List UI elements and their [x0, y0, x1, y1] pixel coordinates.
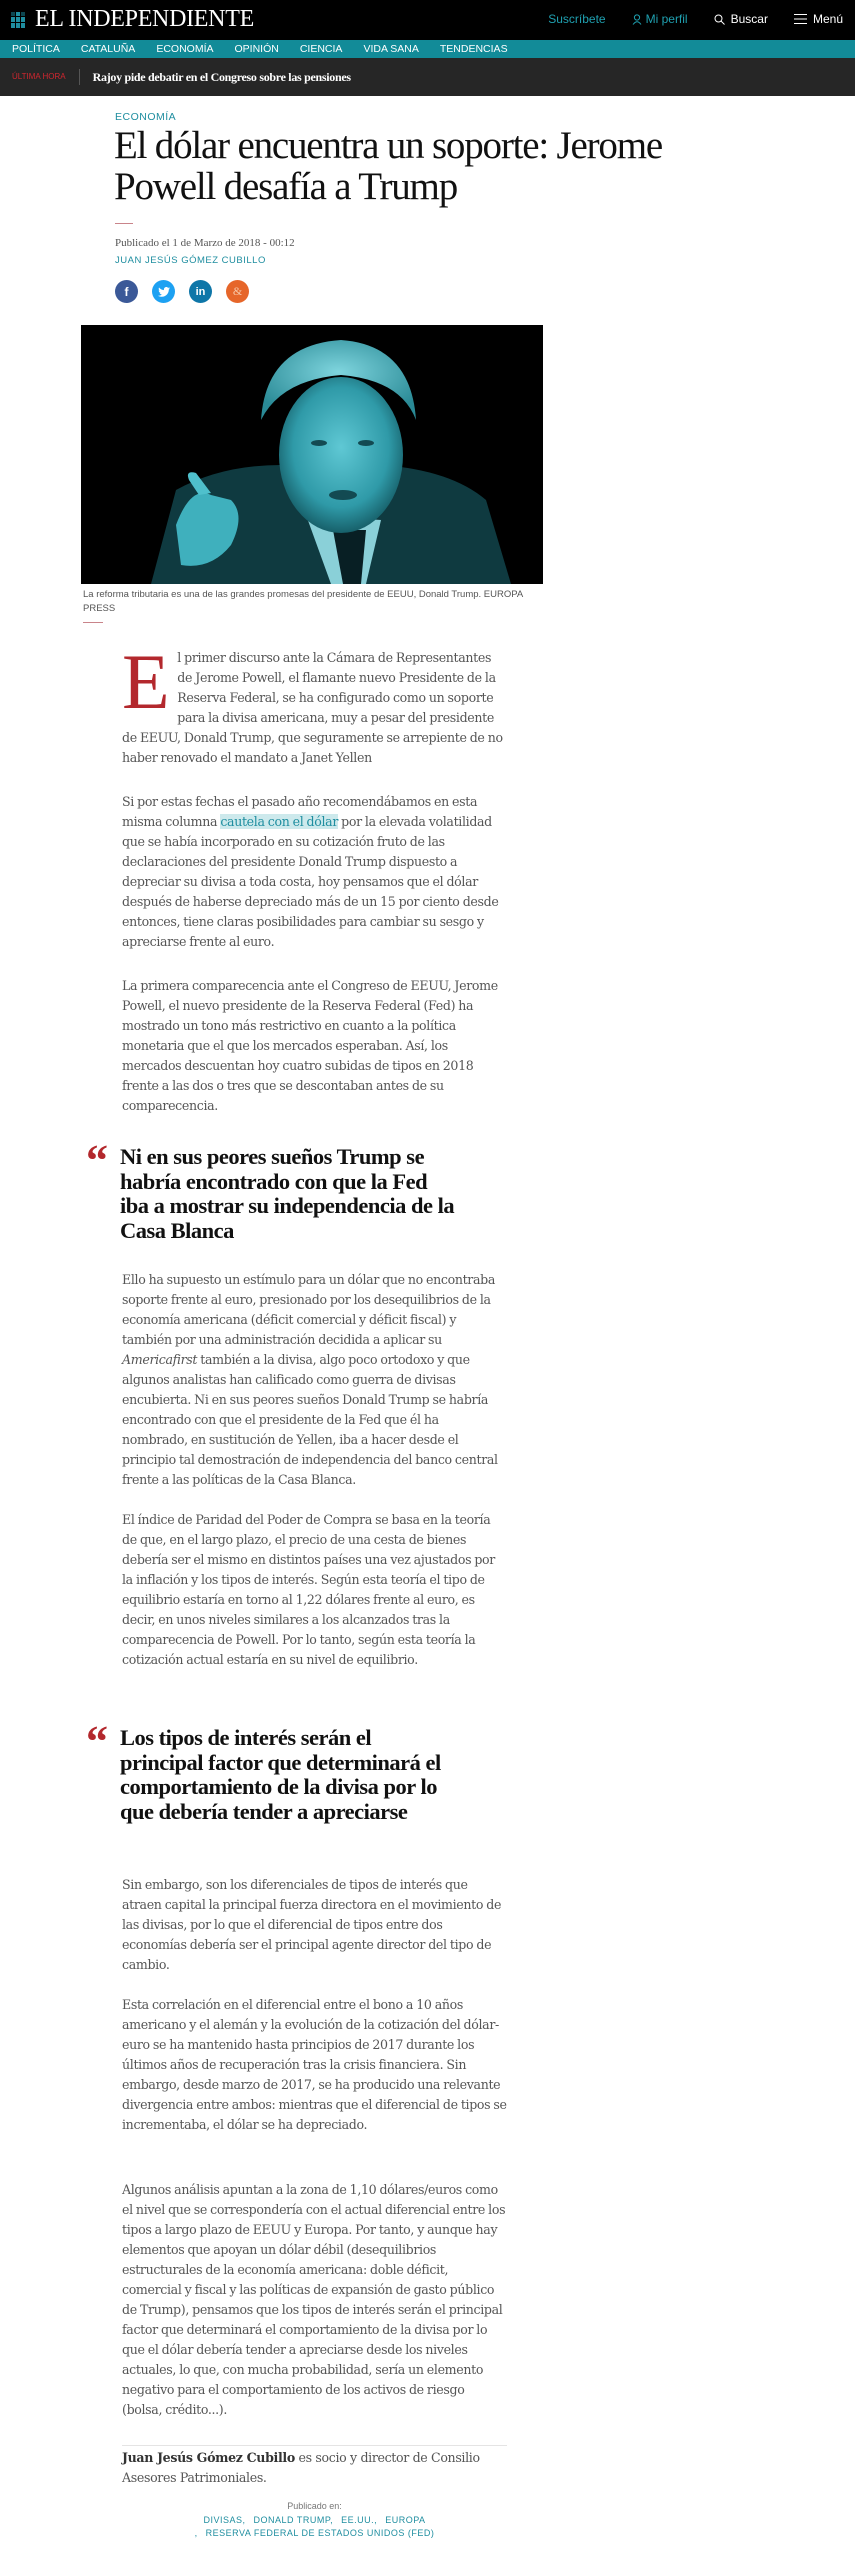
tag-donald-trump[interactable]: DONALD TRUMP,: [253, 2515, 334, 2525]
menu-label: Menú: [812, 12, 843, 26]
pull-quote-2: [86, 1717, 456, 1824]
twitter-share-button[interactable]: [152, 280, 175, 303]
quote-mark-icon: “: [86, 1136, 108, 1185]
nav-item-tendencias[interactable]: TENDENCIAS: [439, 43, 508, 55]
paragraph-6: Sin embargo, son los diferenciales de tipos de interés que atraen capital la principal fuerza directora en el movimiento de las divisas, por lo que el diferencial de tipos entre dos economías debería ser el principal agente director del tipo de cambio.: [122, 1877, 502, 1972]
facebook-icon: f: [124, 284, 129, 299]
author-bio: [122, 2448, 507, 2488]
drop-cap: E: [122, 638, 170, 725]
top-bar: [0, 0, 855, 40]
hamburger-icon: [794, 14, 807, 24]
tag-europa[interactable]: EUROPA: [385, 2515, 426, 2525]
linkedin-icon: in: [195, 285, 206, 298]
logo[interactable]: [11, 6, 254, 33]
article-title: El dólar encuentra un soporte: Jerome Powell desafía a Trump: [114, 124, 662, 208]
twitter-icon: [158, 287, 170, 297]
paragraph-5: El índice de Paridad del Poder de Compra se basa en la teoría de que, en el largo plazo, el precio de una cesta de bienes debería ser el mismo en distintos países una vez ajustados por la inflación y los tipos de interés. Según esta teoría el tipo de equilibrio estaría en torno al 1,22 dólares frente al euro, es decir, en unos niveles similares a los alcanzados tras la comparecencia de Powell. Por lo tanto, según esta teoría la cotización actual estaría en su nivel de equilibrio.: [122, 1512, 495, 1667]
hero-image: [81, 325, 543, 584]
meneame-icon: &: [232, 284, 243, 298]
pull-quote-1-text: Ni en sus peores sueños Trump se habría encontrado con que la Fed iba a mostrar su independencia de la Casa Blanca: [120, 1144, 455, 1243]
menu-button[interactable]: [794, 12, 843, 26]
logo-text: EL INDEPENDIENTE: [35, 6, 254, 32]
section-label[interactable]: ECONOMÍA: [115, 111, 177, 123]
meneame-share-button[interactable]: [226, 280, 249, 303]
search-button[interactable]: [714, 12, 768, 26]
share-buttons: [115, 280, 263, 303]
quote-mark-icon: “: [86, 1717, 108, 1766]
paragraph-4-emphasis: Americafirst: [122, 1352, 198, 1367]
paragraph-7: Esta correlación en el diferencial entre el bono a 10 años americano y el alemán y la evolución de la cotización del dólar-euro se ha mantenido hasta principios de 2017 durante los últimos años de recuperación tras la crisis financiera. Sin embargo, desde marzo de 2017, se ha producido una relevante divergencia entre ambos: mientras que el diferencial de tipos se incrementaba, el dólar se ha depreciado.: [122, 1997, 507, 2132]
user-icon: [632, 14, 642, 25]
tag-eeuu[interactable]: EE.UU.,: [341, 2515, 378, 2525]
pull-quote-1: [86, 1136, 456, 1243]
author-link[interactable]: JUAN JESÚS GÓMEZ CUBILLO: [115, 255, 266, 266]
nav-item-politica[interactable]: POLÍTICA: [12, 43, 60, 55]
bio-text: es socio y director de Consilio Asesores Patrimoniales.: [122, 2450, 480, 2485]
paragraph-2-text-a: Si por estas fechas el pasado año recomendábamos en esta misma columna: [122, 794, 478, 829]
bio-name: Juan Jesús Gómez Cubillo: [122, 2450, 295, 2465]
paragraph-4-text-a: Ello ha supuesto un estímulo para un dólar que no encontraba soporte frente al euro, presionado por los desequilibrios de la economía americana (déficit comercial y déficit fiscal) y también por una administración decidida a aplicar su: [122, 1272, 495, 1347]
logo-grid-icon: [11, 12, 27, 28]
search-icon: [714, 14, 725, 25]
profile-label: Mi perfil: [645, 12, 688, 26]
nav-item-cataluna[interactable]: CATALUÑA: [80, 43, 136, 55]
tag-separator: ,: [194, 2528, 198, 2538]
tag-reserva-federal[interactable]: RESERVA FEDERAL DE ESTADOS UNIDOS (FED): [205, 2528, 435, 2538]
paragraph-4: [122, 1270, 507, 1490]
section-nav: [0, 40, 855, 58]
paragraph-1-text: l primer discurso ante la Cámara de Representantes de Jerome Powell, el flamante nuevo Presidente de la Reserva Federal, se ha configurado como un soporte para la divisa americana, muy a pesar del presidente de EEUU, Donald Trump, que seguramente se arrepiente de no haber renovado el mandato a Janet Yellen: [122, 650, 503, 765]
inline-link-cautela[interactable]: cautela con el dólar: [220, 814, 338, 829]
published-in-label: Publicado en:: [287, 2501, 342, 2511]
tag-divisas[interactable]: DIVISAS,: [203, 2515, 246, 2525]
nav-item-opinion[interactable]: OPINIÓN: [234, 43, 279, 55]
paragraph-4-text-b: también a la divisa, algo poco ortodoxo y que algunos analistas han calificado como guerra de divisas encubierta. Ni en sus peores sueños Donald Trump se habría encontrado con que el presidente de la Fed que él ha nombrado, en sustitución de Yellen, iba a hacer desde el principio tal demostración de independencia del banco central frente a las políticas de la Casa Blanca.: [122, 1352, 498, 1487]
image-caption: La reforma tributaria es una de las grandes promesas del presidente de EEUU, Donald Trump. EUROPA PRESS: [83, 589, 523, 614]
tag-list: [122, 2514, 507, 2540]
caption-divider: [83, 622, 103, 623]
paragraph-1: [122, 638, 507, 768]
subscribe-link[interactable]: Suscríbete: [548, 12, 606, 26]
profile-link[interactable]: [632, 12, 688, 26]
breaking-tag: ÚLTIMA HORA: [12, 69, 80, 85]
portrait-photo-icon: [81, 325, 543, 584]
paragraph-3: La primera comparecencia ante el Congreso de EEUU, Jerome Powell, el nuevo presidente de la Reserva Federal (Fed) ha mostrado un tono más restrictivo en cuanto a la política monetaria que el que los mercados esperaban. Así, los mercados descuentan hoy cuatro subidas de tipos en 2018 frente a las dos o tres que se descontaban antes de su comparecencia.: [122, 978, 498, 1113]
nav-item-ciencia[interactable]: CIENCIA: [299, 43, 343, 55]
pull-quote-2-text: Los tipos de interés serán el principal factor que determinará el comportamiento de la divisa por lo que debería tender a apreciarse: [120, 1725, 441, 1824]
breaking-headline[interactable]: Rajoy pide debatir en el Congreso sobre las pensiones: [92, 69, 351, 84]
published-date: Publicado el 1 de Marzo de 2018 - 00:12: [115, 237, 295, 249]
linkedin-share-button[interactable]: [189, 280, 212, 303]
breaking-news-bar: [0, 58, 855, 96]
nav-item-vida-sana[interactable]: VIDA SANA: [363, 43, 419, 55]
title-divider: [115, 223, 133, 224]
bio-divider: [122, 2445, 507, 2446]
paragraph-2-text-b: por la elevada volatilidad que se había incorporado en su cotización fruto de las declaraciones del presidente Donald Trump dispuesto a depreciar su divisa a toda costa, hoy pensamos que el dólar después de haberse depreciado más de un 15 por ciento desde entonces, tiene claras posibilidades para cambiar su sesgo y apreciarse frente al euro.: [122, 814, 499, 949]
search-label: Buscar: [730, 12, 768, 26]
nav-item-economia[interactable]: ECONOMÍA: [156, 43, 214, 55]
paragraph-2: [122, 792, 507, 952]
facebook-share-button[interactable]: [115, 280, 138, 303]
paragraph-8: Algunos análisis apuntan a la zona de 1,10 dólares/euros como el nivel que se correspondería con el actual diferencial entre los tipos a largo plazo de EEUU y Europa. Por tanto, y aunque hay elementos que apoyan un dólar débil (desequilibrios estructurales de la economía americana: doble déficit, comercial y fiscal y las políticas de expansión de gasto público de Trump), pensamos que los tipos de interés serán el principal factor que determinará el comportamiento de la divisa por lo que el dólar debería tender a apreciarse desde los niveles actuales, lo que, con mucha probabilidad, sería un elemento negativo para el comportamiento de los activos de riesgo (bolsa, crédito...).: [122, 2182, 506, 2417]
